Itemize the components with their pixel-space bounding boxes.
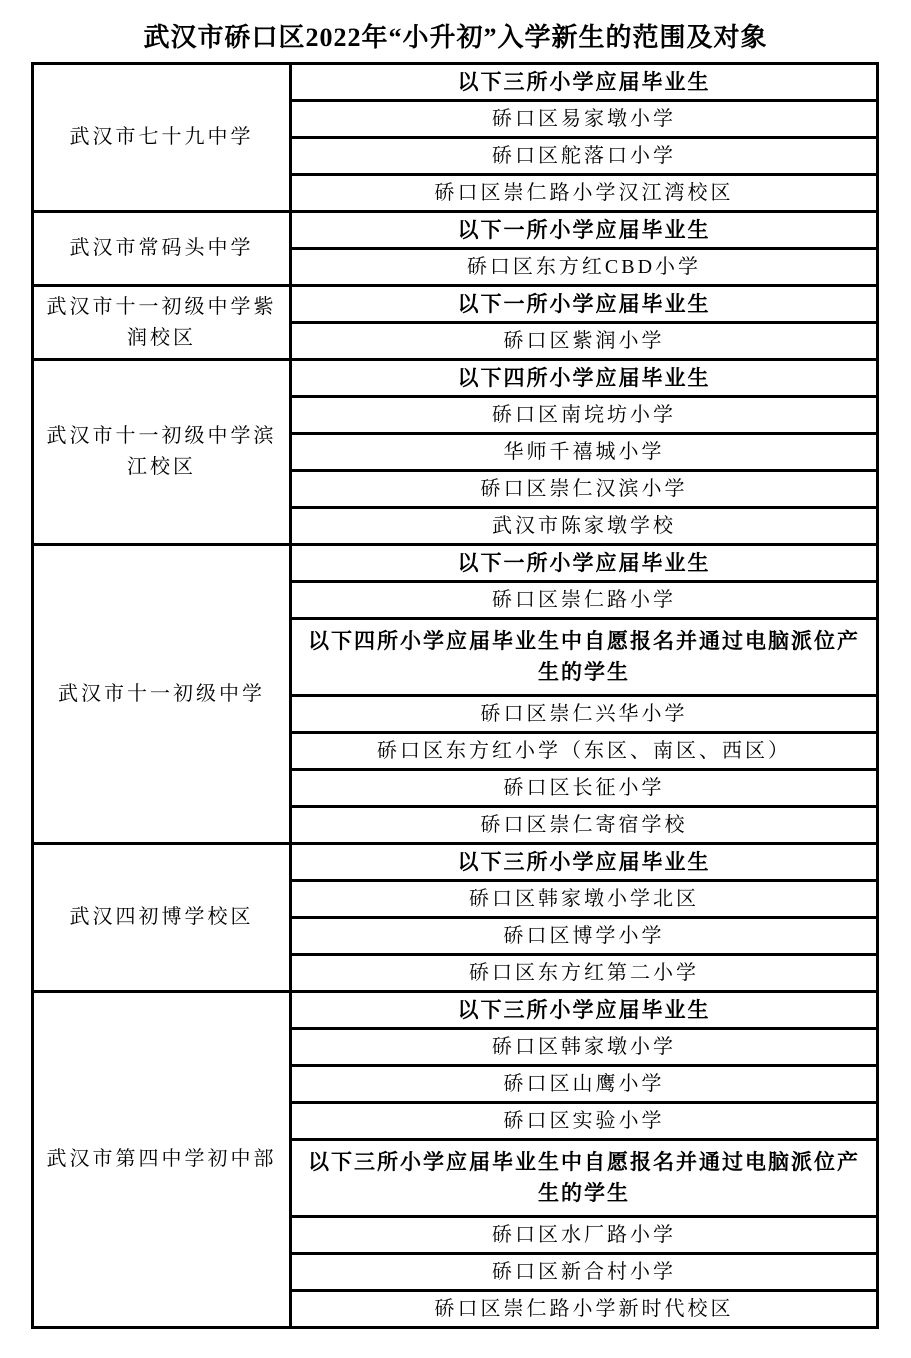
feeder-group-header-cell: 以下三所小学应届毕业生 — [291, 64, 878, 101]
table-row — [33, 360, 878, 397]
page-title: 武汉市硚口区2022年“小升初”入学新生的范围及对象 — [143, 23, 768, 52]
feeder-school-cell: 硚口区易家墩小学 — [291, 101, 878, 138]
feeder-group-header-cell: 以下一所小学应届毕业生 — [291, 212, 878, 249]
feeder-school-cell: 硚口区崇仁路小学新时代校区 — [291, 1291, 878, 1328]
feeder-group-header-cell: 以下三所小学应届毕业生中自愿报名并通过电脑派位产生的学生 — [291, 1140, 878, 1217]
feeder-school-cell: 硚口区紫润小学 — [291, 323, 878, 360]
feeder-school-cell: 硚口区崇仁路小学汉江湾校区 — [291, 175, 878, 212]
feeder-school-cell: 硚口区崇仁汉滨小学 — [291, 471, 878, 508]
feeder-school-cell: 硚口区新合村小学 — [291, 1254, 878, 1291]
middle-school-cell: 武汉市第四中学初中部 — [33, 992, 291, 1328]
feeder-school-cell: 硚口区崇仁路小学 — [291, 582, 878, 619]
feeder-school-cell: 华师千禧城小学 — [291, 434, 878, 471]
middle-school-cell: 武汉市七十九中学 — [33, 64, 291, 212]
table-row — [33, 545, 878, 582]
middle-school-cell: 武汉市十一初级中学 — [33, 545, 291, 844]
table-row — [33, 64, 878, 101]
feeder-school-cell: 硚口区东方红CBD小学 — [291, 249, 878, 286]
table-row — [33, 212, 878, 249]
feeder-school-cell: 硚口区南垸坊小学 — [291, 397, 878, 434]
feeder-group-header-cell: 以下四所小学应届毕业生 — [291, 360, 878, 397]
table-row — [33, 992, 878, 1029]
feeder-school-cell: 武汉市陈家墩学校 — [291, 508, 878, 545]
feeder-group-header-cell: 以下三所小学应届毕业生 — [291, 844, 878, 881]
feeder-school-cell: 硚口区长征小学 — [291, 770, 878, 807]
feeder-school-cell: 硚口区韩家墩小学 — [291, 1029, 878, 1066]
feeder-group-header-cell: 以下四所小学应届毕业生中自愿报名并通过电脑派位产生的学生 — [291, 619, 878, 696]
feeder-school-cell: 硚口区博学小学 — [291, 918, 878, 955]
feeder-group-header-cell: 以下一所小学应届毕业生 — [291, 545, 878, 582]
feeder-school-cell: 硚口区崇仁寄宿学校 — [291, 807, 878, 844]
middle-school-cell: 武汉市常码头中学 — [33, 212, 291, 286]
feeder-school-cell: 硚口区崇仁兴华小学 — [291, 696, 878, 733]
feeder-school-cell: 硚口区东方红小学（东区、南区、西区） — [291, 733, 878, 770]
middle-school-cell: 武汉市十一初级中学滨江校区 — [33, 360, 291, 545]
table-row — [33, 286, 878, 323]
middle-school-cell: 武汉市十一初级中学紫润校区 — [33, 286, 291, 360]
feeder-group-header-cell: 以下一所小学应届毕业生 — [291, 286, 878, 323]
feeder-school-cell: 硚口区东方红第二小学 — [291, 955, 878, 992]
feeder-group-header-cell: 以下三所小学应届毕业生 — [291, 992, 878, 1029]
feeder-school-cell: 硚口区实验小学 — [291, 1103, 878, 1140]
enrollment-table — [31, 62, 879, 1329]
feeder-school-cell: 硚口区韩家墩小学北区 — [291, 881, 878, 918]
middle-school-cell: 武汉四初博学校区 — [33, 844, 291, 992]
document-page — [0, 24, 911, 1358]
feeder-school-cell: 硚口区山鹰小学 — [291, 1066, 878, 1103]
feeder-school-cell: 硚口区舵落口小学 — [291, 138, 878, 175]
feeder-school-cell: 硚口区水厂路小学 — [291, 1217, 878, 1254]
table-row — [33, 844, 878, 881]
